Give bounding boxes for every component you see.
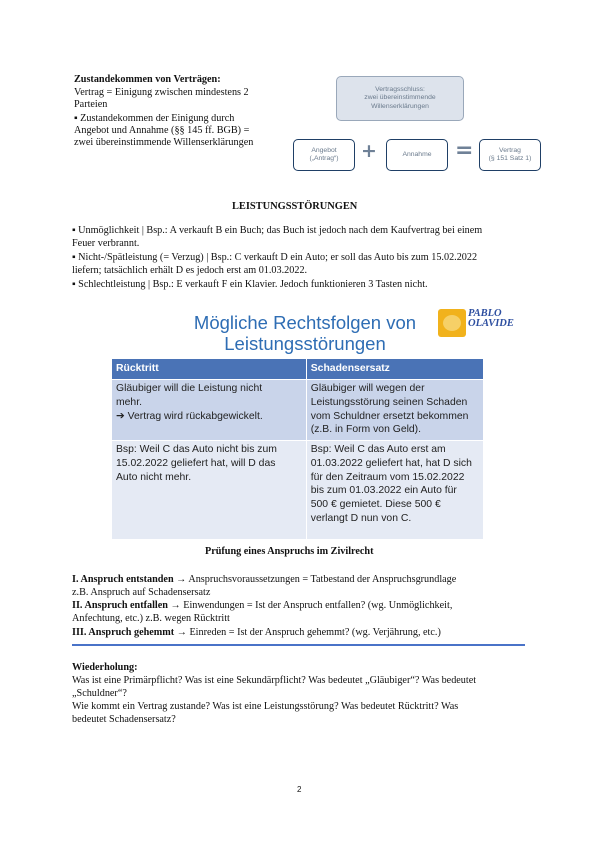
divider-rule bbox=[72, 644, 525, 646]
paragraph-line: liefern; tatsächlich erhält D es jedoch erst am 01.03.2022. bbox=[72, 265, 308, 276]
slide-title-line: Leistungsstörungen bbox=[224, 333, 386, 354]
paragraph-line: ▪ Schlechtleistung | Bsp.: E verkauft F ein Klavier. Jedoch funktionieren 3 Tasten nicht. bbox=[72, 279, 428, 290]
equals-icon: = bbox=[455, 138, 474, 163]
diagram-text: Angebot bbox=[311, 146, 337, 154]
table-cell bbox=[112, 380, 306, 441]
step-text: → Einwendungen = Ist der Anspruch entfallen? (wg. Unmöglichkeit, bbox=[167, 600, 453, 611]
paragraph-line bbox=[72, 627, 441, 640]
table-row bbox=[112, 441, 484, 540]
diagram-text: Vertrag bbox=[499, 146, 521, 154]
cell-text: 500 € gemietet. Diese 500 € bbox=[310, 499, 441, 511]
cell-text: Leistungsstörung seinen Schaden bbox=[310, 396, 468, 408]
diagram-box-annahme bbox=[386, 139, 448, 171]
cell-text: Gläubiger will wegen der bbox=[310, 383, 425, 394]
diagram-text: Vertragsschluss: bbox=[375, 85, 425, 93]
diagram-text: Annahme bbox=[402, 150, 432, 158]
cell-text: bis zum 01.03.2022 ein Auto für bbox=[310, 485, 457, 497]
table-row bbox=[112, 380, 484, 441]
logo-emblem-icon bbox=[438, 309, 466, 337]
paragraph-line: Was ist eine Primärpflicht? Was ist eine Sekundärpflicht? Was bedeutet „Gläubiger“? Was bedeutet bbox=[72, 675, 477, 686]
intro-bullet-line: Angebot und Annahme (§§ 145 ff. BGB) = bbox=[74, 125, 250, 136]
diagram-box-angebot bbox=[293, 139, 355, 171]
column-header-schadensersatz: Schadensersatz bbox=[306, 359, 483, 380]
section-heading-vertraege: Zustandekommen von Verträgen: bbox=[74, 74, 221, 85]
diagram-text: („Antrag“) bbox=[309, 155, 339, 162]
university-logo bbox=[438, 305, 514, 345]
intro-bullet-line: zwei übereinstimmende Willenserklärungen bbox=[74, 137, 254, 148]
cell-text: für den Zeitraum vom 15.02.2022 bbox=[310, 471, 465, 483]
paragraph-line: bedeutet Schadensersatz? bbox=[72, 714, 176, 725]
step-text: → Einreden = Ist der Anspruch gehemmt? (wg. Verjährung, etc.) bbox=[174, 627, 441, 638]
cell-text: Gläubiger will die Leistung nicht bbox=[116, 383, 263, 394]
cell-text: vom Schuldner ersetzt bekommen bbox=[310, 410, 469, 422]
paragraph-line bbox=[72, 600, 452, 613]
paragraph-line: Feuer verbrannt. bbox=[72, 238, 140, 249]
logo-wordmark bbox=[468, 309, 514, 329]
section-heading-pruefung: Prüfung eines Anspruchs im Zivilrecht bbox=[205, 546, 374, 557]
plus-icon: + bbox=[361, 140, 377, 162]
paragraph-line: ▪ Nicht-/Spätleistung (= Verzug) | Bsp.: C verkauft D ein Auto; er soll das Auto bis zum 15.02.2022 bbox=[72, 252, 478, 263]
table-cell bbox=[306, 441, 483, 540]
page-number: 2 bbox=[297, 785, 302, 794]
diagram-box-vertragsschluss bbox=[336, 76, 464, 121]
cell-text: mehr. bbox=[116, 396, 142, 408]
paragraph-line bbox=[72, 574, 456, 587]
intro-line: Vertrag = Einigung zwischen mindestens 2 bbox=[74, 87, 249, 98]
intro-line: Parteien bbox=[74, 99, 108, 110]
intro-bullet-line: ▪ Zustandekommen der Einigung durch bbox=[74, 113, 235, 124]
slide-title bbox=[160, 312, 450, 354]
cell-text: 15.02.2022 geliefert hat, will D das bbox=[116, 457, 276, 469]
logo-text: OLAVIDE bbox=[468, 318, 514, 329]
cell-text: verlangt D nun von C. bbox=[310, 512, 412, 524]
diagram-text: zwei übereinstimmende bbox=[364, 94, 436, 102]
cell-text: ➔ Vertrag wird rückabgewickelt. bbox=[116, 410, 263, 422]
column-header-ruecktritt: Rücktritt bbox=[112, 359, 306, 380]
step-label: II. Anspruch entfallen bbox=[72, 600, 168, 611]
cell-text: Bsp: Weil C das Auto nicht bis zum bbox=[116, 444, 277, 455]
diagram-text: Willenserklärungen bbox=[371, 102, 429, 110]
step-label: I. Anspruch entstanden bbox=[72, 574, 174, 585]
diagram-text: (§ 151 Satz 1) bbox=[488, 155, 532, 162]
paragraph-line: ▪ Unmöglichkeit | Bsp.: A verkauft B ein Buch; das Buch ist jedoch nach dem Kaufvertrag bei einem bbox=[72, 225, 483, 236]
step-label: III. Anspruch gehemmt bbox=[72, 627, 175, 638]
cell-text: 01.03.2022 geliefert hat, hat D sich bbox=[310, 457, 472, 469]
cell-text: Auto nicht mehr. bbox=[116, 471, 192, 483]
diagram-box-vertrag bbox=[479, 139, 541, 171]
section-heading-wiederholung: Wiederholung: bbox=[72, 662, 138, 673]
rechtsfolgen-table bbox=[112, 359, 484, 539]
table-cell bbox=[306, 380, 483, 441]
cell-text: (z.B. in Form von Geld). bbox=[310, 424, 422, 436]
paragraph-line: Wie kommt ein Vertrag zustande? Was ist eine Leistungsstörung? Was bedeutet Rücktritt? Was bbox=[72, 701, 459, 712]
paragraph-line: z.B. Anspruch auf Schadensersatz bbox=[72, 587, 211, 598]
logo-text: PABLO bbox=[468, 308, 502, 319]
paragraph-line: „Schuldner“? bbox=[72, 688, 127, 699]
paragraph-line: Anfechtung, etc.) z.B. wegen Rücktritt bbox=[72, 613, 230, 624]
section-heading-leistungsstoerungen: LEISTUNGSSTÖRUNGEN bbox=[232, 201, 358, 212]
table-cell bbox=[112, 441, 306, 540]
step-text: → Anspruchsvoraussetzungen = Tatbestand der Anspruchsgrundlage bbox=[173, 574, 457, 585]
cell-text: Bsp: Weil C das Auto erst am bbox=[310, 444, 446, 455]
slide-title-line: Mögliche Rechtsfolgen von bbox=[193, 312, 417, 333]
